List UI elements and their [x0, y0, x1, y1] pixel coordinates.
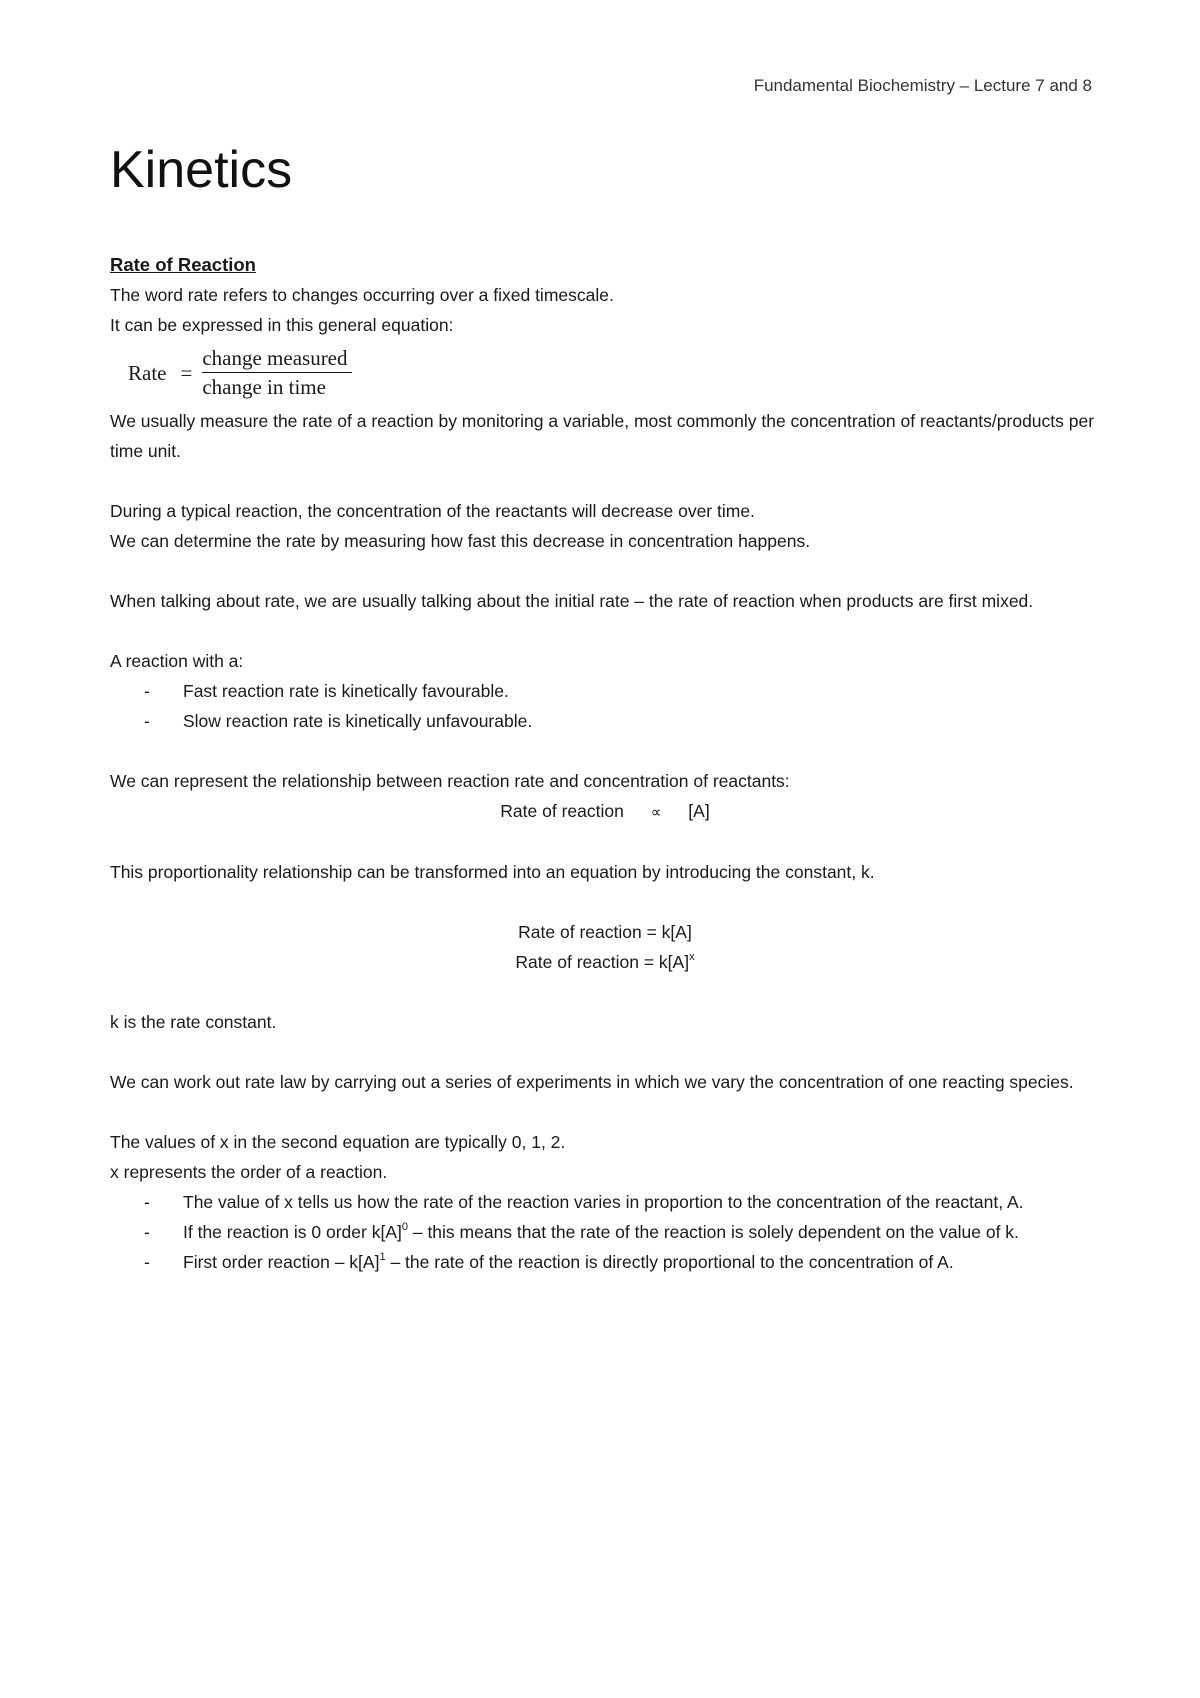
- proportionality-statement: [110, 796, 1100, 827]
- page-title: Kinetics: [110, 141, 293, 199]
- paragraph-transform: This proportionality relationship can be transformed into an equation by introducing the constant, k.: [110, 862, 875, 882]
- paragraph-order: x represents the order of a reaction.: [110, 1162, 388, 1182]
- rate-equation-1: Rate of reaction = k[A]: [518, 922, 692, 942]
- order-zero-exponent: 0: [401, 1221, 408, 1233]
- order-first-exponent: 1: [379, 1251, 386, 1263]
- paragraph-rate-law: We can work out rate law by carrying out a series of experiments in which we vary the concentration of one reacting species.: [110, 1072, 1074, 1092]
- list-item: - The value of x tells us how the rate of the reaction varies in proportion to the concentration of the reactant, A.: [110, 1187, 1100, 1217]
- order-list: [110, 1187, 1100, 1277]
- proportional-lhs: Rate of reaction: [500, 801, 624, 821]
- list-item: - Fast reaction rate is kinetically favourable.: [110, 676, 1100, 706]
- favourability-list: [110, 676, 1100, 736]
- list-item: - Slow reaction rate is kinetically unfavourable.: [110, 706, 1100, 736]
- paragraph-intro-1: The word rate refers to changes occurring over a fixed timescale.: [110, 285, 614, 305]
- proportional-rhs: [A]: [688, 801, 710, 821]
- rate-equation: [128, 340, 1100, 406]
- equation-equals: =: [180, 361, 193, 385]
- paragraph-initial-rate: When talking about rate, we are usually talking about the initial rate – the rate of reaction when products are first mixed.: [110, 591, 1034, 611]
- order-zero-pre: If the reaction is 0 order k[A]: [183, 1222, 402, 1242]
- equation-denominator: change in time: [202, 375, 326, 399]
- document-body: [110, 250, 1100, 1277]
- equation-fraction: [202, 345, 351, 401]
- order-zero-post: – this means that the rate of the reaction is solely dependent on the value of k.: [407, 1222, 1019, 1242]
- proportional-symbol: ∝: [650, 803, 662, 821]
- paragraph-values: The values of x in the second equation are typically 0, 1, 2.: [110, 1132, 566, 1152]
- page-header: Fundamental Biochemistry – Lecture 7 and 8: [753, 76, 1092, 95]
- order-first-post: – the rate of the reaction is directly proportional to the concentration of A.: [385, 1252, 954, 1272]
- paragraph-reaction-with: A reaction with a:: [110, 651, 244, 671]
- order-first-pre: First order reaction – k[A]: [183, 1252, 380, 1272]
- section-heading: Rate of Reaction: [110, 254, 256, 275]
- paragraph-typical-2: We can determine the rate by measuring how fast this decrease in concentration happens.: [110, 531, 811, 551]
- equation-lhs: Rate: [128, 361, 167, 385]
- list-item: [110, 1247, 1100, 1277]
- rate-equation-2: [110, 947, 1100, 977]
- rate-equation-2-base: Rate of reaction = k[A]: [515, 952, 690, 972]
- equation-numerator: change measured: [202, 345, 351, 373]
- paragraph-measure: We usually measure the rate of a reaction by monitoring a variable, most commonly the concentration of reactants/products per time unit.: [110, 411, 1095, 461]
- paragraph-relationship: We can represent the relationship between reaction rate and concentration of reactants:: [110, 771, 790, 791]
- paragraph-typical-1: During a typical reaction, the concentration of the reactants will decrease over time.: [110, 501, 755, 521]
- rate-equation-2-exponent: x: [689, 951, 695, 963]
- list-item: [110, 1217, 1100, 1247]
- paragraph-intro-2: It can be expressed in this general equation:: [110, 315, 454, 335]
- paragraph-rate-constant: k is the rate constant.: [110, 1012, 277, 1032]
